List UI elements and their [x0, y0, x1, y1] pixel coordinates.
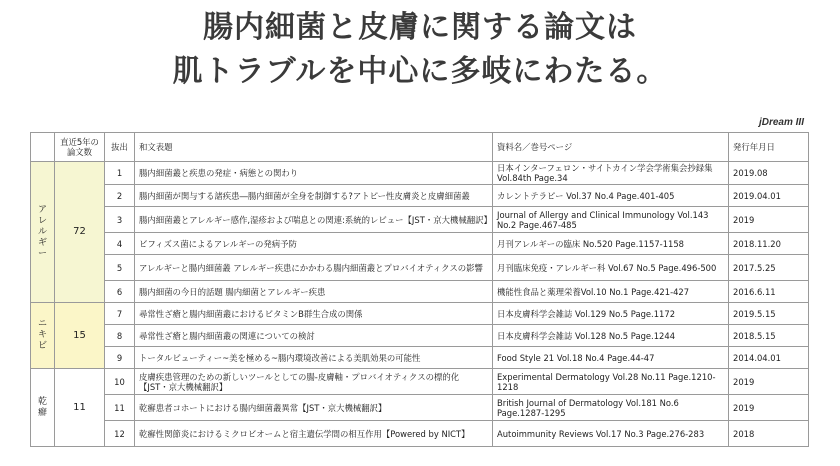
row-date: 2019.04.01 — [729, 185, 809, 207]
row-date: 2019 — [729, 207, 809, 233]
row-source: 機能性食品と薬理栄養Vol.10 No.1 Page.421-427 — [493, 281, 729, 303]
field-psoriasis: 乾癬 — [31, 369, 55, 447]
row-source: カレントテラピー Vol.37 No.4 Page.401-405 — [493, 185, 729, 207]
row-date: 2014.04.01 — [729, 347, 809, 369]
count-allergy: 72 — [55, 162, 105, 303]
table-row — [31, 421, 809, 447]
header-date: 発行年月日 — [729, 133, 809, 162]
table-row — [31, 162, 809, 185]
row-date: 2019 — [729, 369, 809, 395]
row-no: 2 — [105, 185, 135, 207]
row-no: 5 — [105, 255, 135, 281]
row-title: 皮膚疾患管理のための新しいツールとしての腸-皮膚軸・プロバイオティクスの標的化【JST・京大機械翻訳】 — [135, 369, 493, 395]
row-no: 11 — [105, 395, 135, 421]
row-title: 尋常性ざ瘡と腸内細菌叢におけるビタミンB群生合成の関係 — [135, 303, 493, 325]
table-header-row — [31, 133, 809, 162]
field-acne: ニキビ — [31, 303, 55, 369]
row-date: 2018 — [729, 421, 809, 447]
row-no: 4 — [105, 233, 135, 255]
row-date: 2016.6.11 — [729, 281, 809, 303]
row-title: 乾癬患者コホートにおける腸内細菌叢異常【JST・京大機械翻訳】 — [135, 395, 493, 421]
table-row — [31, 233, 809, 255]
row-no: 12 — [105, 421, 135, 447]
row-source: 日本皮膚科学会雑誌 Vol.129 No.5 Page.1172 — [493, 303, 729, 325]
row-date: 2017.5.25 — [729, 255, 809, 281]
table-row — [31, 207, 809, 233]
jdream-logo: jDream III — [758, 117, 804, 128]
header-no: 抜出 — [105, 133, 135, 162]
row-no: 3 — [105, 207, 135, 233]
row-no: 10 — [105, 369, 135, 395]
row-source: 月刊臨床免疫・アレルギー科 Vol.67 No.5 Page.496-500 — [493, 255, 729, 281]
row-date: 2018.11.20 — [729, 233, 809, 255]
slide-title — [0, 6, 840, 94]
row-date: 2018.5.15 — [729, 325, 809, 347]
row-no: 1 — [105, 162, 135, 185]
table-row — [31, 325, 809, 347]
row-title: ビフィズス菌によるアレルギーの発病予防 — [135, 233, 493, 255]
row-source: 日本インターフェロン・サイトカイン学会学術集会抄録集 Vol.84th Page.34 — [493, 162, 729, 185]
count-acne: 15 — [55, 303, 105, 369]
row-title: 腸内細菌が関与する諸疾患―腸内細菌が全身を制御する?アトピー性皮膚炎と皮膚細菌叢 — [135, 185, 493, 207]
header-count: 直近5年の論文数 — [55, 133, 105, 162]
table-row — [31, 303, 809, 325]
row-no: 7 — [105, 303, 135, 325]
row-no: 6 — [105, 281, 135, 303]
row-source: Journal of Allergy and Clinical Immunology Vol.143 No.2 Page.467-485 — [493, 207, 729, 233]
row-title: 腸内細菌の今日的話題 腸内細菌とアレルギー疾患 — [135, 281, 493, 303]
table-row — [31, 347, 809, 369]
header-title: 和文表題 — [135, 133, 493, 162]
row-no: 9 — [105, 347, 135, 369]
row-source: Autoimmunity Reviews Vol.17 No.3 Page.276-283 — [493, 421, 729, 447]
header-field — [31, 133, 55, 162]
table-row — [31, 369, 809, 395]
row-title: アレルギーと腸内細菌叢 アレルギー疾患にかかわる腸内細菌叢とプロバイオティクスの影響 — [135, 255, 493, 281]
row-source: 日本皮膚科学会雑誌 Vol.128 No.5 Page.1244 — [493, 325, 729, 347]
row-title: トータルビューティー~美を極める~腸内環境改善による美肌効果の可能性 — [135, 347, 493, 369]
row-title: 腸内細菌叢とアレルギー感作,湿疹および喘息との関連:系統的レビュー【JST・京大機械翻訳】 — [135, 207, 493, 233]
count-psoriasis: 11 — [55, 369, 105, 447]
row-no: 8 — [105, 325, 135, 347]
title-line-2: 肌トラブルを中心に多岐にわたる。 — [172, 54, 668, 89]
row-source: Experimental Dermatology Vol.28 No.11 Page.1210-1218 — [493, 369, 729, 395]
row-source: 月刊アレルギーの臨床 No.520 Page.1157-1158 — [493, 233, 729, 255]
row-date: 2019 — [729, 395, 809, 421]
papers-table — [30, 132, 809, 447]
table-row — [31, 255, 809, 281]
row-date: 2019.08 — [729, 162, 809, 185]
table-row — [31, 395, 809, 421]
row-source: Food Style 21 Vol.18 No.4 Page.44-47 — [493, 347, 729, 369]
row-date: 2019.5.15 — [729, 303, 809, 325]
row-source: British Journal of Dermatology Vol.181 No.6 Page.1287-1295 — [493, 395, 729, 421]
row-title: 腸内細菌叢と疾患の発症・病態との関わり — [135, 162, 493, 185]
row-title: 乾癬性関節炎におけるミクロビオームと宿主遺伝学間の相互作用【Powered by NICT】 — [135, 421, 493, 447]
header-source: 資料名／巻号ページ — [493, 133, 729, 162]
field-allergy: アレルギー — [31, 162, 55, 303]
row-title: 尋常性ざ瘡と腸内細菌叢の関連についての検討 — [135, 325, 493, 347]
title-line-1: 腸内細菌と皮膚に関する論文は — [203, 10, 637, 45]
table-row — [31, 185, 809, 207]
table-row — [31, 281, 809, 303]
